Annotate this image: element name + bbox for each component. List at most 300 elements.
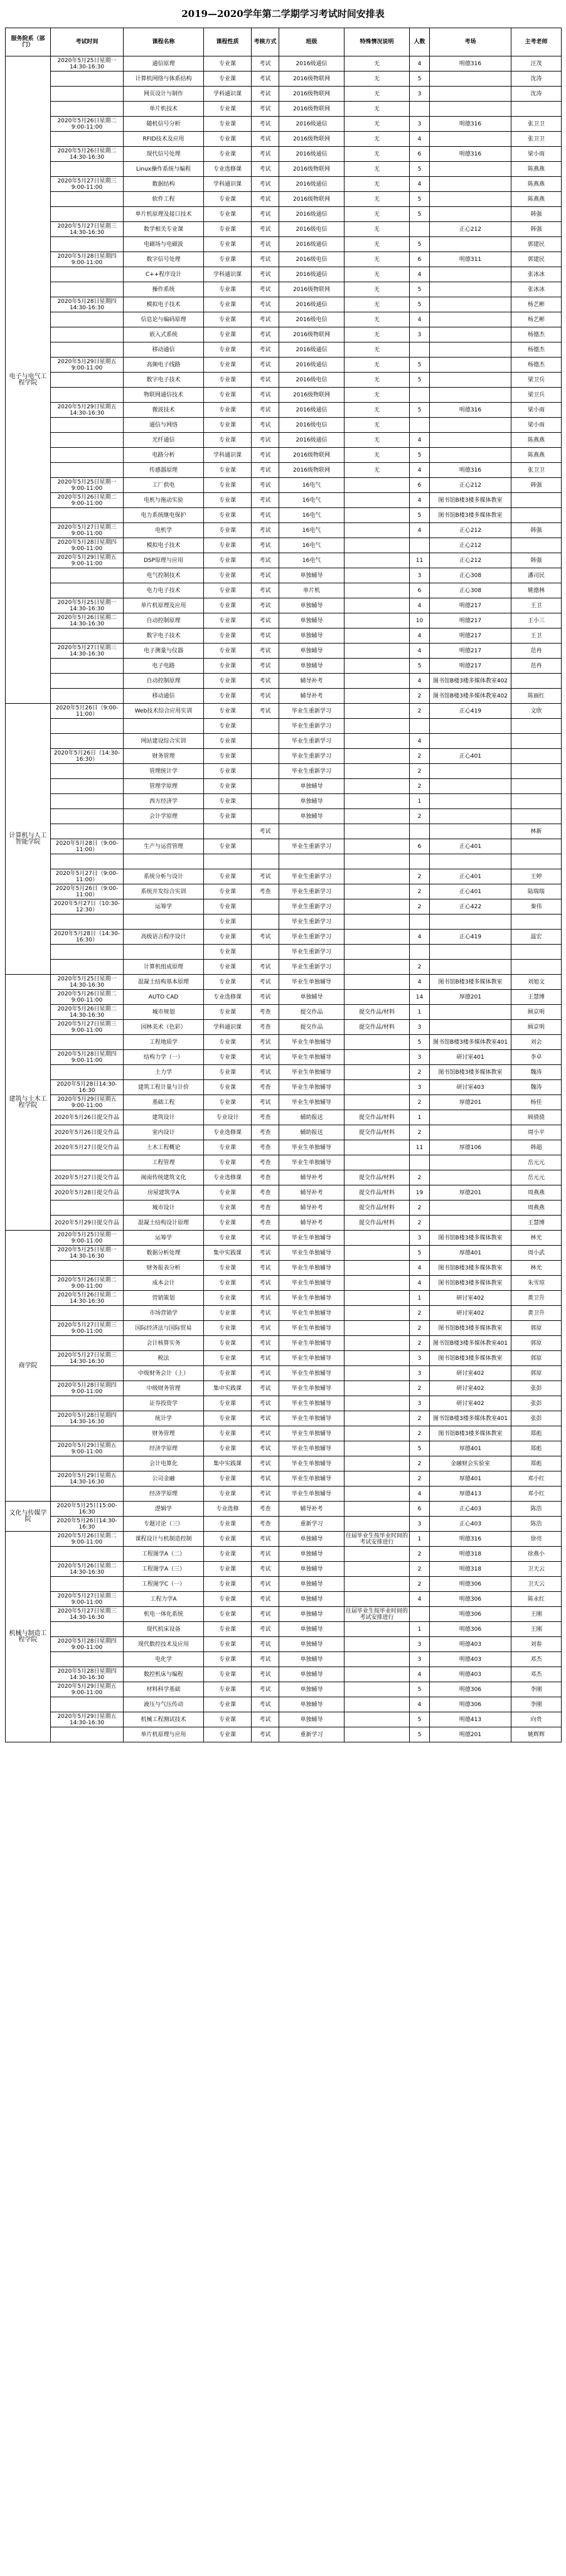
examiner: 王小三 (511, 613, 562, 628)
course-type: 学科通识课 (204, 1020, 252, 1035)
exam-time (51, 508, 124, 523)
examiner: 郑彪 (511, 1441, 562, 1456)
table-row (6, 1140, 562, 1155)
exam-room (430, 342, 511, 358)
college-name: 建筑与土木工程学院 (6, 975, 51, 1231)
special-note: 无 (344, 162, 410, 177)
exam-room: 正心212 (430, 478, 511, 493)
exam-time (51, 327, 124, 342)
examiner (511, 749, 562, 764)
exam-room: 厚德413 (430, 1487, 511, 1502)
examiner: 李卓 (511, 1050, 562, 1065)
special-note (344, 1095, 410, 1110)
course-type: 学科通识课 (204, 87, 252, 102)
table-row (6, 779, 562, 794)
course-type: 专业课 (204, 674, 252, 689)
table-row (6, 1577, 562, 1592)
table-row (6, 1306, 562, 1321)
course-name: 中级财务会计（上） (124, 1366, 204, 1381)
assessment: 考试 (252, 87, 279, 102)
table-row (6, 1607, 562, 1622)
class: 2016级电信 (279, 418, 344, 433)
assessment: 考试 (252, 508, 279, 523)
course-name: Web技术综合应用实训 (124, 704, 204, 719)
table-row (6, 990, 562, 1005)
student-count: 2 (410, 1095, 430, 1110)
assessment: 考试 (252, 117, 279, 132)
course-type: 专业课 (204, 764, 252, 779)
examiner (511, 779, 562, 794)
course-type: 专业课 (204, 1547, 252, 1562)
student-count: 4 (410, 734, 430, 749)
exam-room: 厚德401 (430, 1441, 511, 1456)
exam-room (430, 132, 511, 147)
course-type: 专业课 (204, 312, 252, 327)
student-count: 5 (410, 282, 430, 297)
assessment: 考试 (252, 1321, 279, 1336)
course-name: 混凝土结构基本原理 (124, 975, 204, 990)
exam-room: 图书馆B楼3楼多媒体教室 (430, 1261, 511, 1276)
exam-time (51, 312, 124, 327)
course-type: 专业课 (204, 1140, 252, 1155)
exam-room: 厚德106 (430, 1140, 511, 1155)
course-type: 专业课 (204, 1201, 252, 1216)
course-name (124, 945, 204, 960)
class: 毕业生重新学习 (279, 945, 344, 960)
examiner: 陈燕燕 (511, 162, 562, 177)
examiner: 张冰冰 (511, 267, 562, 282)
course-type: 专业课 (204, 358, 252, 373)
special-note (344, 674, 410, 689)
student-count: 2 (410, 704, 430, 719)
course-type: 专业课 (204, 1050, 252, 1065)
assessment: 考查 (252, 1502, 279, 1517)
exam-room: 明德316 (430, 463, 511, 478)
student-count (410, 945, 430, 960)
table-row (6, 824, 562, 839)
table-row (6, 132, 562, 147)
exam-room (430, 1005, 511, 1020)
table-row (6, 734, 562, 749)
exam-room (430, 779, 511, 794)
special-note (344, 1140, 410, 1155)
exam-schedule-table (5, 28, 562, 1742)
course-name: 城市设计 (124, 1201, 204, 1216)
exam-room: 研讨室402 (430, 1381, 511, 1396)
examiner: 朱雪琼 (511, 1276, 562, 1291)
examiner (511, 508, 562, 523)
course-name: 会计核算实务 (124, 1336, 204, 1351)
examiner: 黄卫升 (511, 1306, 562, 1321)
class-header: 班级 (279, 28, 344, 56)
student-count: 4 (410, 463, 430, 478)
class: 2016级物联网 (279, 87, 344, 102)
examiner: 林新 (511, 824, 562, 839)
class: 单独辅导 (279, 1607, 344, 1622)
table-row (6, 1185, 562, 1201)
assessment: 考试 (252, 388, 279, 403)
student-count: 1 (410, 1622, 430, 1637)
student-count: 3 (410, 117, 430, 132)
assessment: 考试 (252, 1050, 279, 1065)
course-type: 学科通识课 (204, 267, 252, 282)
special-note (344, 1547, 410, 1562)
exam-room: 厚德401 (430, 1246, 511, 1261)
exam-room (430, 945, 511, 960)
examiner: 陈丽红 (511, 689, 562, 704)
course-name (124, 824, 204, 839)
table-row (6, 1456, 562, 1471)
class: 毕业生单独辅导 (279, 1276, 344, 1291)
course-type: 专业课 (204, 1080, 252, 1095)
special-note (344, 764, 410, 779)
table-row (6, 1682, 562, 1697)
course-type: 专业课 (204, 628, 252, 644)
exam-time: 2020年5月26日星期二9:00-11:00 (51, 117, 124, 132)
class: 毕业生单独辅导 (279, 1471, 344, 1487)
assessment: 考查 (252, 1517, 279, 1532)
course-type: 专业课 (204, 794, 252, 809)
exam-time (51, 418, 124, 433)
course-type: 专业课 (204, 1637, 252, 1652)
course-type: 专业课 (204, 839, 252, 854)
student-count: 2 (410, 1381, 430, 1396)
class: 辅导补考 (279, 1201, 344, 1216)
examiner (511, 102, 562, 117)
exam-time (51, 433, 124, 448)
special-note (344, 1577, 410, 1592)
assessment: 考试 (252, 162, 279, 177)
exam-room: 明德217 (430, 598, 511, 613)
exam-room: 正心212 (430, 222, 511, 237)
table-row (6, 1396, 562, 1411)
assessment-header: 考核方式 (252, 28, 279, 56)
assessment: 考试 (252, 1547, 279, 1562)
examiner: 陈燕燕 (511, 448, 562, 463)
assessment: 考试 (252, 1411, 279, 1426)
exam-room: 图书馆B楼3楼多媒体教室401 (430, 1336, 511, 1351)
course-type: 专业课 (204, 960, 252, 975)
table-row (6, 1471, 562, 1487)
exam-time (51, 914, 124, 930)
course-type: 专业课 (204, 1276, 252, 1291)
table-row (6, 598, 562, 613)
course-name: 电化学 (124, 1652, 204, 1667)
student-count: 11 (410, 1140, 430, 1155)
student-count: 4 (410, 975, 430, 990)
table-row (6, 282, 562, 297)
table-row (6, 493, 562, 508)
examiner (511, 809, 562, 824)
class: 2016级物联网 (279, 72, 344, 87)
table-row (6, 342, 562, 358)
assessment: 考试 (252, 1231, 279, 1246)
examiner (511, 945, 562, 960)
table-row (6, 674, 562, 689)
class: 单独辅导 (279, 1652, 344, 1667)
student-count: 5 (410, 358, 430, 373)
table-row (6, 538, 562, 553)
special-note (344, 945, 410, 960)
assessment (252, 914, 279, 930)
table-row (6, 1005, 562, 1020)
examiner: 张彭 (511, 1396, 562, 1411)
class: 重新学习 (279, 1517, 344, 1532)
assessment (252, 764, 279, 779)
class: 单独辅导 (279, 644, 344, 659)
special-note: 无 (344, 282, 410, 297)
table-header (6, 28, 562, 56)
course-name: 会计学原理 (124, 809, 204, 824)
assessment: 考试 (252, 222, 279, 237)
table-row (6, 1411, 562, 1426)
table-row (6, 839, 562, 854)
exam-time: 2020年5月29日星期五9:00-11:00 (51, 1095, 124, 1110)
exam-room (430, 373, 511, 388)
table-row (6, 1547, 562, 1562)
assessment: 考试 (252, 463, 279, 478)
student-count (410, 914, 430, 930)
course-type: 专业课 (204, 1517, 252, 1532)
examiner: 郭建民 (511, 252, 562, 267)
exam-time (51, 764, 124, 779)
student-count: 4 (410, 1697, 430, 1712)
exam-room: 明德306 (430, 1682, 511, 1697)
table-row (6, 267, 562, 282)
student-count: 6 (410, 583, 430, 598)
assessment: 考试 (252, 523, 279, 538)
student-count: 5 (410, 508, 430, 523)
student-count: 2 (410, 1336, 430, 1351)
examiner: 陈燕燕 (511, 177, 562, 192)
exam-room: 明德316 (430, 403, 511, 418)
class: 毕业生单独辅导 (279, 975, 344, 990)
assessment: 考试 (252, 568, 279, 583)
exam-time: 2020年5月28日星期四9:00-11:00 (51, 1637, 124, 1652)
assessment: 考试 (252, 960, 279, 975)
student-count: 5 (410, 237, 430, 252)
course-name: 数字信号处理 (124, 252, 204, 267)
table-row (6, 1502, 562, 1517)
student-count: 4 (410, 56, 430, 72)
student-count: 3 (410, 1080, 430, 1095)
special-note: 无 (344, 358, 410, 373)
assessment: 考试 (252, 1697, 279, 1712)
course-type: 专业课 (204, 1441, 252, 1456)
exam-time: 2020年5月25日星期一9:00-11:00 (51, 478, 124, 493)
exam-room: 明德306 (430, 1697, 511, 1712)
exam-room: 明德316 (430, 56, 511, 72)
student-count: 2 (410, 779, 430, 794)
assessment: 考试 (252, 358, 279, 373)
course-name: 土力学 (124, 1065, 204, 1080)
course-type: 专业课 (204, 1095, 252, 1110)
college-name: 商学院 (6, 1231, 51, 1502)
examiner: 李刚 (511, 1697, 562, 1712)
examiner: 杨德杰 (511, 327, 562, 342)
examiner: 梁小雨 (511, 403, 562, 418)
table-row (6, 1276, 562, 1291)
exam-room: 明德318 (430, 1562, 511, 1577)
exam-room (430, 207, 511, 222)
exam-time: 2020年5月28日（9:00-11:00） (51, 839, 124, 854)
class: 毕业生单独辅导 (279, 1261, 344, 1276)
special-note: 无 (344, 312, 410, 327)
class: 单独辅导 (279, 1697, 344, 1712)
assessment: 考试 (252, 644, 279, 659)
course-name: 工程地质学 (124, 1035, 204, 1050)
student-count: 4 (410, 312, 430, 327)
table-row (6, 1441, 562, 1456)
special-note (344, 990, 410, 1005)
course-type: 专业课 (204, 147, 252, 162)
examiner: 林光 (511, 1231, 562, 1246)
exam-room: 图书馆B楼3楼多媒体教室401 (430, 1035, 511, 1050)
course-name: 会计电算化 (124, 1456, 204, 1471)
special-note (344, 1050, 410, 1065)
class: 毕业生单独辅导 (279, 1291, 344, 1306)
exam-time: 2020年5月29日星期五9:00-11:00 (51, 553, 124, 568)
exam-time: 2020年5月28日星期四9:00-11:00 (51, 252, 124, 267)
course-type: 专业课 (204, 1652, 252, 1667)
college-name: 电子与电气工程学院 (6, 56, 51, 704)
exam-room: 正心401 (430, 839, 511, 854)
exam-time: 2020年5月29日星期五14:30-16:30 (51, 403, 124, 418)
course-type: 专业课 (204, 1712, 252, 1727)
assessment: 考试 (252, 1095, 279, 1110)
special-note: 提交作品/材料 (344, 1125, 410, 1140)
exam-room: 明德201 (430, 1727, 511, 1742)
course-name: 财务管理 (124, 749, 204, 764)
class: 毕业生单独辅导 (279, 1065, 344, 1080)
course-type: 专业课 (204, 1577, 252, 1592)
exam-time: 2020年5月26日（14:30-16:30） (51, 749, 124, 764)
exam-time (51, 388, 124, 403)
student-count (410, 342, 430, 358)
assessment: 考试 (252, 1532, 279, 1547)
table-row (6, 147, 562, 162)
assessment: 考试 (252, 72, 279, 87)
exam-time (51, 1155, 124, 1170)
examiner: 姚德林 (511, 583, 562, 598)
table-row (6, 56, 562, 72)
class: 毕业生单独辅导 (279, 1441, 344, 1456)
table-row (6, 1246, 562, 1261)
class: 单独辅导 (279, 1577, 344, 1592)
table-row (6, 1095, 562, 1110)
assessment: 考试 (252, 990, 279, 1005)
examiner: 郭原 (511, 1351, 562, 1366)
exam-room: 厚德201 (430, 1095, 511, 1110)
assessment (252, 945, 279, 960)
student-count: 2 (410, 960, 430, 975)
class: 2016级物联网 (279, 327, 344, 342)
course-type: 专业课 (204, 598, 252, 613)
class: 2016级通信 (279, 117, 344, 132)
course-name: 电机学 (124, 523, 204, 538)
exam-room: 图书馆B楼3楼多媒体教室401 (430, 1411, 511, 1426)
assessment: 考查 (252, 1170, 279, 1185)
examiner: 郭建民 (511, 237, 562, 252)
student-count: 4 (410, 1487, 430, 1502)
exam-time (51, 1622, 124, 1637)
student-count: 2 (410, 764, 430, 779)
examiner: 邓小红 (511, 1487, 562, 1502)
class: 2016级电信 (279, 252, 344, 267)
course-type: 专业课 (204, 568, 252, 583)
student-count: 4 (410, 930, 430, 945)
table-row (6, 192, 562, 207)
exam-room (430, 433, 511, 448)
course-name: 专题讨论（三） (124, 1517, 204, 1532)
examiner: 韩强 (511, 222, 562, 237)
exam-time: 2020年5月26日星期二9:00-11:00 (51, 493, 124, 508)
examiner: 徐燕小 (511, 1547, 562, 1562)
examiner: 陈燕燕 (511, 192, 562, 207)
special-note (344, 1381, 410, 1396)
assessment: 考试 (252, 538, 279, 553)
special-note (344, 1246, 410, 1261)
exam-room: 明德306 (430, 1622, 511, 1637)
exam-time (51, 342, 124, 358)
examiner: 张冰冰 (511, 282, 562, 297)
exam-time (51, 1456, 124, 1471)
special-note: 提交作品/材料 (344, 1201, 410, 1216)
exam-time: 2020年5月26日星期二14:30-16:30 (51, 147, 124, 162)
course-type: 专业课 (204, 779, 252, 794)
exam-room (430, 102, 511, 117)
student-count (410, 538, 430, 553)
special-note (344, 523, 410, 538)
table-row (6, 613, 562, 628)
course-type: 专业课 (204, 1336, 252, 1351)
exam-time: 2020年5月28日14:30-16:30 (51, 1080, 124, 1095)
exam-room (430, 854, 511, 869)
course-type: 专业课 (204, 56, 252, 72)
exam-room: 厚德201 (430, 1185, 511, 1201)
special-note (344, 734, 410, 749)
table-row (6, 463, 562, 478)
course-type: 专业课 (204, 478, 252, 493)
assessment: 考试 (252, 56, 279, 72)
class: 毕业生重新学习 (279, 930, 344, 945)
course-type: 专业课 (204, 1622, 252, 1637)
exam-time: 2020年5月26日星期二14:30-16:30 (51, 1562, 124, 1577)
special-note: 无 (344, 207, 410, 222)
course-type: 专业课 (204, 433, 252, 448)
class: 2016级通信 (279, 56, 344, 72)
class: 毕业生单独辅导 (279, 1050, 344, 1065)
student-count: 5 (410, 448, 430, 463)
course-name: 数控机床与编程 (124, 1667, 204, 1682)
exam-time: 2020年5月29日提交作品 (51, 1216, 124, 1231)
student-count: 2 (410, 1411, 430, 1426)
course-name: 通信原理 (124, 56, 204, 72)
examiner: 秦伟 (511, 899, 562, 914)
class: 毕业生单独辅导 (279, 1381, 344, 1396)
exam-room (430, 358, 511, 373)
special-note (344, 689, 410, 704)
exam-time (51, 628, 124, 644)
course-name: 操作系统 (124, 282, 204, 297)
exam-time (51, 689, 124, 704)
assessment: 考试 (252, 1246, 279, 1261)
course-name: 混凝土结构设计原理 (124, 1216, 204, 1231)
exam-room: 正心401 (430, 884, 511, 899)
course-type: 专业课 (204, 1155, 252, 1170)
exam-room (430, 448, 511, 463)
course-name: 中级财务管理 (124, 1381, 204, 1396)
